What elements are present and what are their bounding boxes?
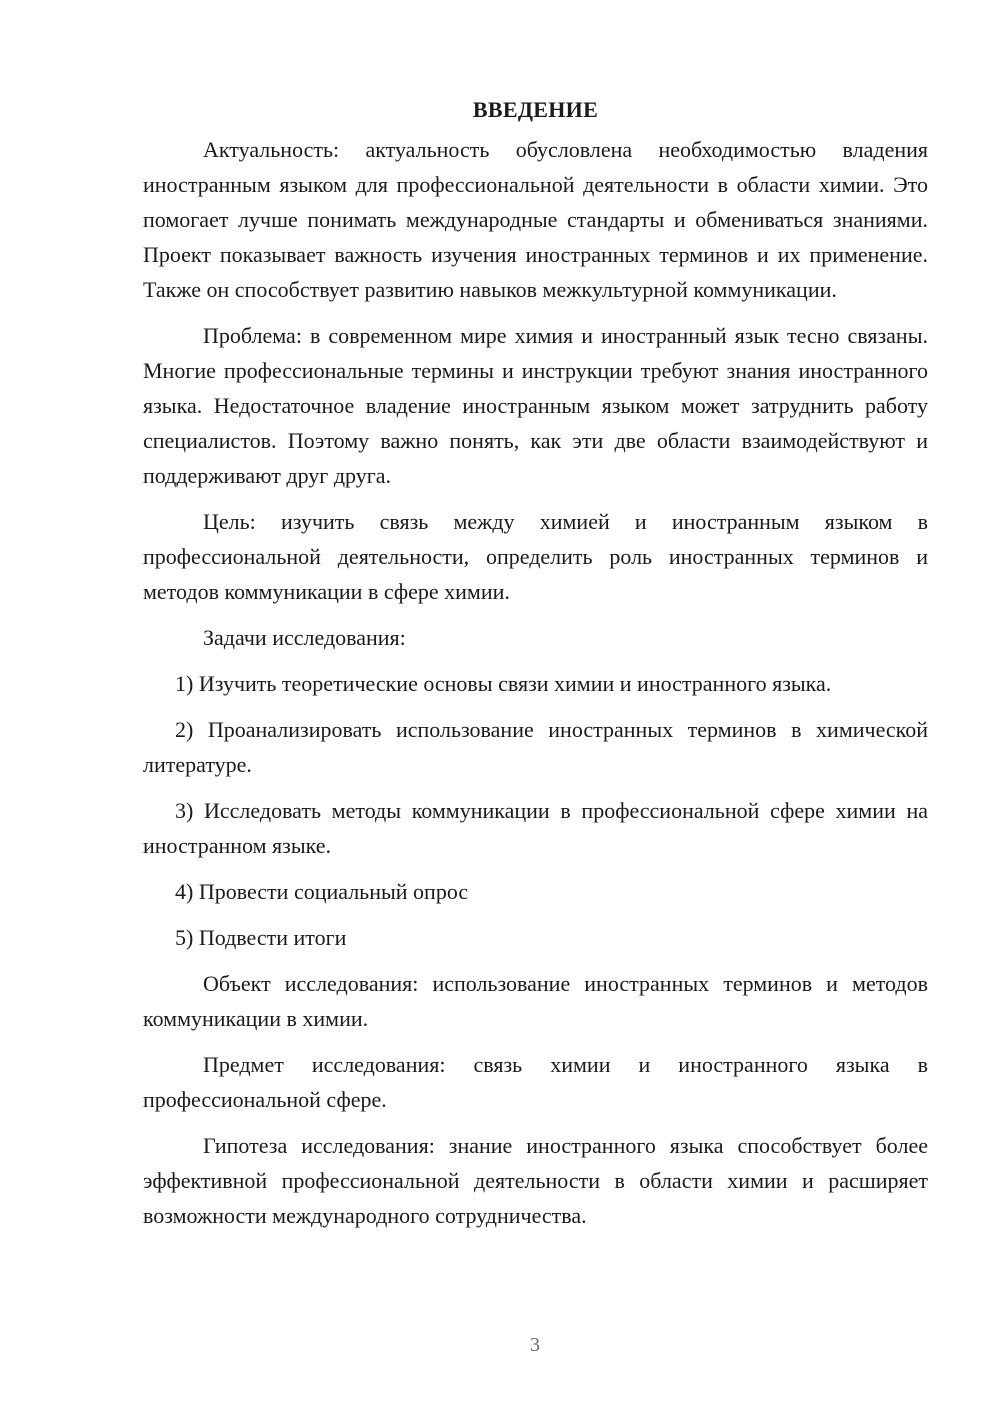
subject-paragraph: Предмет исследования: связь химии и иностранного языка в профессиональной сфере. bbox=[143, 1052, 928, 1112]
task-item: 3) Исследовать методы коммуникации в профессиональной сфере химии на иностранном языке. bbox=[143, 798, 928, 858]
relevance-paragraph: Актуальность: актуальность обусловлена необходимостью владения иностранным языком для профессиональной деятельности в области химии. Это помогает лучше понимать международные стандарты и обмениваться знаниями. Проект показывает важность изучения иностранных терминов и их применение. Также он способствует развитию навыков межкультурной коммуникации. bbox=[143, 137, 928, 302]
goal-paragraph: Цель: изучить связь между химией и иностранным языком в профессиональной деятельности, определить роль иностранных терминов и методов коммуникации в сфере химии. bbox=[143, 509, 928, 604]
document-title: ВВЕДЕНИЕ bbox=[472, 97, 599, 122]
task-item: 4) Провести социальный опрос bbox=[175, 879, 469, 904]
hypothesis-paragraph: Гипотеза исследования: знание иностранного языка способствует более эффективной профессиональной деятельности в области химии и расширяет возможности международного сотрудничества. bbox=[143, 1133, 928, 1228]
task-item: 5) Подвести итоги bbox=[175, 925, 347, 950]
object-paragraph: Объект исследования: использование иностранных терминов и методов коммуникации в химии. bbox=[143, 971, 928, 1031]
task-item: 2) Проанализировать использование иностранных терминов в химической литературе. bbox=[143, 717, 928, 777]
task-item: 1) Изучить теоретические основы связи химии и иностранного языка. bbox=[175, 671, 832, 696]
tasks-heading: Задачи исследования: bbox=[203, 625, 406, 650]
document-page bbox=[143, 92, 928, 1244]
page-number: 3 bbox=[530, 1334, 540, 1356]
problem-paragraph: Проблема: в современном мире химия и иностранный язык тесно связаны. Многие профессиональные термины и инструкции требуют знания иностранного языка. Недостаточное владение иностранным языком может затруднить работу специалистов. Поэтому важно понять, как эти две области взаимодействуют и поддерживают друг друга. bbox=[143, 323, 928, 488]
